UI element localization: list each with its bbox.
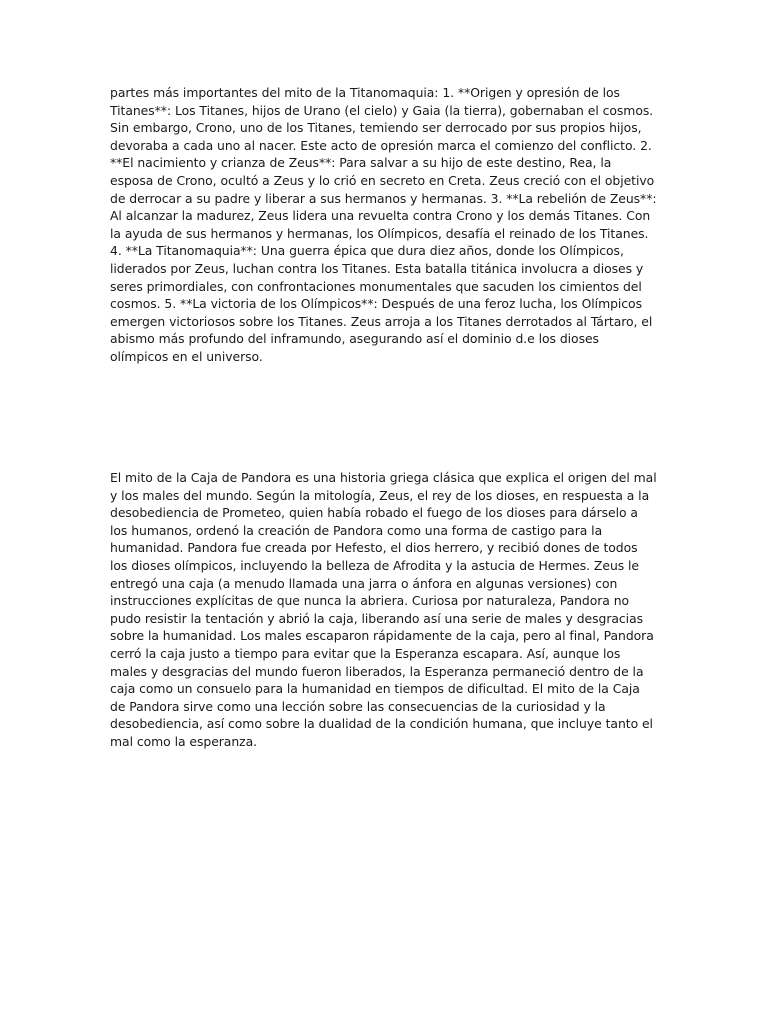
paragraph-caja-de-pandora: El mito de la Caja de Pandora es una historia griega clásica que explica el origen del mal y los males del mundo. Según la mitología, Zeus, el rey de los dioses, en respuesta a la desobediencia de Prometeo, quien había robado el fuego de los dioses para dárselo a los humanos, ordenó la creación de Pandora como una forma de castigo para la humanidad. Pandora fue creada por Hefesto, el dios herrero, y recibió dones de todos los dioses olímpicos, incluyendo la belleza de Afrodita y la astucia de Hermes. Zeus le entregó una caja (a menudo llamada una jarra o ánfora en algunas versiones) con instrucciones explícitas de que nunca la abriera. Curiosa por naturaleza, Pandora no pudo resistir la tentación y abrió la caja, liberando así una serie de males y desgracias sobre la humanidad. Los males escaparon rápidamente de la caja, pero al final, Pandora cerró la caja justo a tiempo para evitar que la Esperanza escapara. Así, aunque los males y desgracias del mundo fueron liberados, la Esperanza permaneció dentro de la caja como un consuelo para la humanidad en tiempos de dificultad. El mito de la Caja de Pandora sirve como una lección sobre las consecuencias de la curiosidad y la desobediencia, así como sobre la dualidad de la condición humana, que incluye tanto el mal como la esperanza. (110, 470, 657, 749)
paragraph-titanomaquia: partes más importantes del mito de la Titanomaquia: 1. **Origen y opresión de los Titanes**: Los Titanes, hijos de Urano (el cielo) y Gaia (la tierra), gobernaban el cosmos. Sin embargo, Crono, uno de los Titanes, temiendo ser derrocado por sus propios hijos, devoraba a cada uno al nacer. Este acto de opresión marca el comienzo del conflicto. 2. **El nacimiento y crianza de Zeus**: Para salvar a su hijo de este destino, Rea, la esposa de Crono, ocultó a Zeus y lo crió en secreto en Creta. Zeus creció con el objetivo de derrocar a su padre y liberar a sus hermanos y hermanas. 3. **La rebelión de Zeus**: Al alcanzar la madurez, Zeus lidera una revuelta contra Crono y los demás Titanes. Con la ayuda de sus hermanos y hermanas, los Olímpicos, desafía el reinado de los Titanes. 4. **La Titanomaquia**: Una guerra épica que dura diez años, donde los Olímpicos, liderados por Zeus, luchan contra los Titanes. Esta batalla titánica involucra a dioses y seres primordiales, con confrontaciones monumentales que sacuden los cimientos del cosmos. 5. **La victoria de los Olímpicos**: Después de una feroz lucha, los Olímpicos emergen victoriosos sobre los Titanes. Zeus arroja a los Titanes derrotados al Tártaro, el abismo más profundo del inframundo, asegurando así el dominio d.e los dioses olímpicos en el universo. (110, 85, 657, 364)
